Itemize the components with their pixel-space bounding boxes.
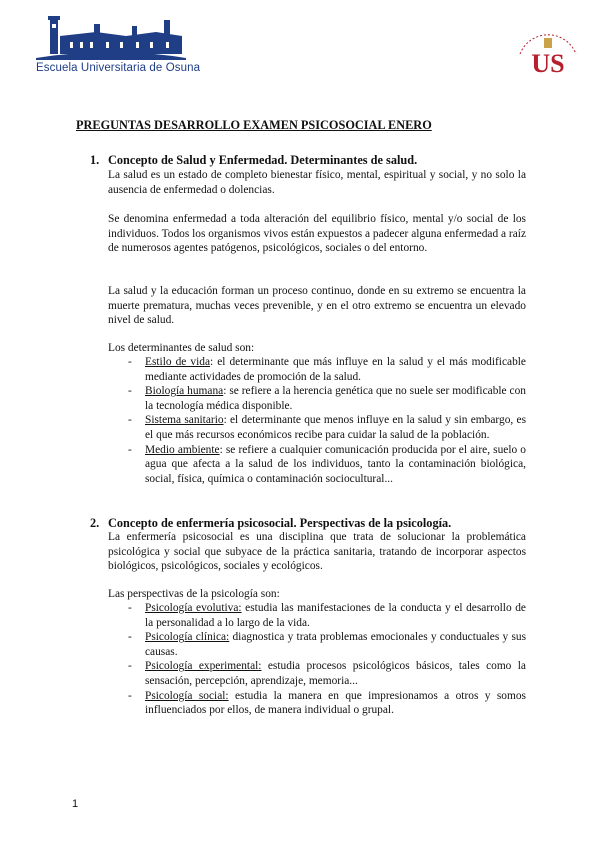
paragraph: La salud es un estado de completo bienestar físico, mental, espiritual y social, y no solo la ausencia de enfermedad o dolencias.	[108, 169, 526, 196]
paragraph: Se denomina enfermedad a toda alteración del equilibrio físico, mental y/o social de los individuos. Todos los organismos vivos están expuestos a padecer alguna enfermedad a raíz de numerosos agentes patógenos, psicológicos, sociales o del entorno.	[108, 213, 526, 255]
list-intro: Los determinantes de salud son:	[108, 342, 255, 354]
list-intro: Las perspectivas de la psicología son:	[108, 588, 280, 600]
list-item-text: diagnostica y trata problemas emocionales y conductuales y sus causas.	[145, 631, 527, 658]
document-title: PREGUNTAS DESARROLLO EXAMEN PSICOSOCIAL ENERO	[76, 118, 432, 132]
university-mark: US	[531, 49, 565, 78]
list-item-term: Biología humana	[145, 385, 224, 398]
list-item-term: Psicología experimental:	[145, 660, 262, 673]
paragraph: La enfermería psicosocial es una disciplina que trata de solucionar la problemática psicológica y social que subyace de la práctica sanitaria, tratando de incorporar aspectos biológicos, psicológicos, sociales y ecológicos.	[108, 531, 526, 573]
paragraph: La salud y la educación forman un proceso continuo, donde en su extremo se encuentra la muerte prematura, muchas veces prevenible, y en el otro extremo se encuentra un elevado nivel de salud.	[108, 285, 526, 327]
university-logo	[510, 14, 586, 84]
list-item: - Sistema sanitario: el determinante que menos influye en la salud y sin embargo, es el que más recursos económicos recibe para cuidar la salud de la población.	[128, 414, 526, 441]
list-item-text: : el determinante que menos influye en la salud y sin embargo, es el que más recursos económicos recibe para cuidar la salud de la población.	[145, 414, 526, 441]
list-item-term: Medio ambiente	[145, 443, 220, 456]
list-item: - Psicología experimental: estudia procesos psicológicos básicos, tales como la sensación, percepción, aprendizaje, memoria...	[128, 660, 526, 687]
list-item-text: estudia la manera en que impresionamos a otros y somos influenciados por ellos, de manera individual o grupal.	[145, 689, 526, 717]
page-number: 1	[72, 798, 79, 810]
determinants-list	[108, 355, 526, 486]
section-number: 1.	[90, 153, 100, 167]
list-item: - Medio ambiente: se refiere a cualquier comunicación producida por el aire, suelo o agua que afecta a la salud de los individuos, tanto la contaminación biológica, social, física, química o contaminación sociocultural...	[128, 443, 526, 485]
list-item: - Psicología clínica: diagnostica y trata problemas emocionales y conductuales y sus causas.	[128, 631, 527, 658]
list-item-term: Estilo de vida	[145, 356, 211, 368]
list-item-term: Sistema sanitario	[145, 414, 224, 427]
list-item-term: Psicología clínica:	[145, 631, 230, 644]
list-item-text: : se refiere a la herencia genética que no suele ser modificable con la tecnología médica disponible.	[145, 385, 526, 412]
list-item: - Biología humana: se refiere a la herencia genética que no suele ser modificable con la tecnología médica disponible.	[128, 385, 526, 412]
list-item-term: Psicología social:	[145, 689, 229, 702]
list-item-text: : el determinante que más influye en la salud y el más modificable mediante actividades de promoción de la salud.	[145, 356, 526, 383]
list-item: - Estilo de vida: el determinante que más influye en la salud y el más modificable mediante actividades de promoción de la salud.	[128, 356, 526, 383]
section-2-heading	[90, 516, 451, 531]
school-logo-caption: Escuela Universitaria de Osuna	[36, 62, 201, 74]
section-title: Concepto de enfermería psicosocial. Perspectivas de la psicología.	[108, 516, 452, 530]
list-item: - Psicología evolutiva: estudia las manifestaciones de la conducta y el desarrollo de la personalidad a lo largo de la vida.	[128, 602, 526, 629]
perspectives-list	[108, 601, 526, 718]
castle-logo-icon	[36, 16, 186, 60]
list-item-term: Psicología evolutiva:	[145, 602, 242, 614]
section-number: 2.	[90, 516, 100, 530]
list-item: - Psicología social: estudia la manera en que impresionamos a otros y somos influenciados por ellos, de manera individual o grupal.	[128, 689, 526, 717]
section-title: Concepto de Salud y Enfermedad. Determinantes de salud.	[108, 153, 418, 167]
school-logo	[36, 16, 201, 80]
list-item-text: : se refiere a cualquier comunicación producida por el aire, suelo o agua que afecta a la salud de los individuos, tanto la contaminación biológica, social, física, química o contaminación sociocultural...	[145, 443, 526, 485]
list-item-text: estudia procesos psicológicos básicos, tales como la sensación, percepción, aprendizaje, memoria...	[145, 660, 526, 687]
university-seal-icon	[510, 14, 586, 84]
section-1-heading	[90, 153, 417, 168]
list-item-text: estudia las manifestaciones de la conducta y el desarrollo de la personalidad a lo largo de la vida.	[145, 602, 526, 629]
